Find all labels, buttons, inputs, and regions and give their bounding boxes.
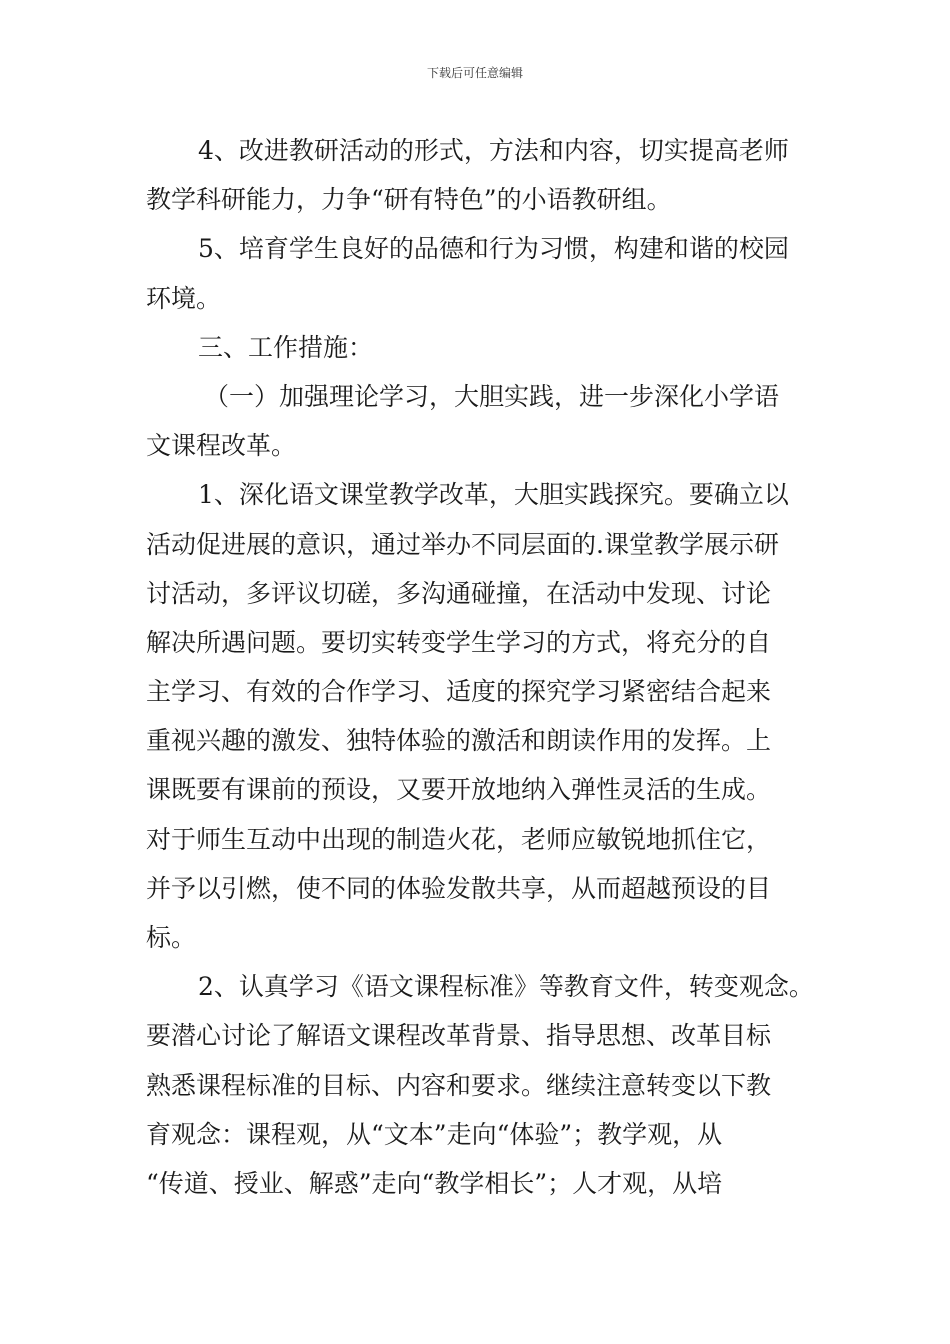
paragraph-line: 讨活动，多评议切磋，多沟通碰撞，在活动中发现、讨论: [146, 578, 772, 608]
paragraph-line: 文课程改革。: [146, 431, 297, 461]
paragraph-line: 环境。: [146, 283, 222, 313]
paragraph-line: 5、培育学生良好的品德和行为习惯，构建和谐的校园: [198, 234, 789, 264]
paragraph-line: “传道、授业、解惑”走向“教学相长”；人才观，从培: [146, 1168, 723, 1198]
section-heading: 三、工作措施：: [198, 332, 374, 362]
paragraph-line: 育观念：课程观，从“文本”走向“体验”；教学观，从: [146, 1119, 723, 1149]
page-header-note: 下载后可任意编辑: [426, 66, 523, 80]
paragraph-line: 熟悉课程标准的目标、内容和要求。继续注意转变以下教: [146, 1070, 772, 1100]
paragraph-line: 活动促进展的意识，通过举办不同层面的.课堂教学展示研: [146, 529, 779, 559]
subsection-heading: （一）加强理论学习，大胆实践，进一步深化小学语: [204, 381, 780, 411]
paragraph-line: 重视兴趣的激发、独特体验的激活和朗读作用的发挥。上: [146, 726, 772, 756]
document-body: [146, 126, 818, 1208]
paragraph-line: 4、改进教研活动的形式，方法和内容，切实提高老师: [198, 136, 789, 165]
paragraph-line: 1、深化语文课堂教学改革，大胆实践探究。要确立以: [198, 480, 789, 510]
paragraph-line: 并予以引燃，使不同的体验发散共享，从而超越预设的目: [146, 873, 772, 903]
paragraph-line: 2、认真学习《语文课程标准》等教育文件，转变观念。: [198, 972, 814, 1002]
paragraph-line: 课既要有课前的预设，又要开放地纳入弹性灵活的生成。: [146, 775, 772, 805]
paragraph-line: 主学习、有效的合作学习、适度的探究学习紧密结合起来: [146, 677, 772, 707]
paragraph-line: 解决所遇问题。要切实转变学生学习的方式，将充分的自: [146, 627, 772, 657]
paragraph-line: 教学科研能力，力争“研有特色”的小语教研组。: [146, 185, 672, 215]
paragraph-line: 对于师生互动中出现的制造火花，老师应敏锐地抓住它，: [146, 824, 772, 854]
paragraph-line: 要潜心讨论了解语文课程改革背景、指导思想、改革目标: [146, 1021, 772, 1051]
paragraph-line: 标。: [146, 923, 197, 952]
